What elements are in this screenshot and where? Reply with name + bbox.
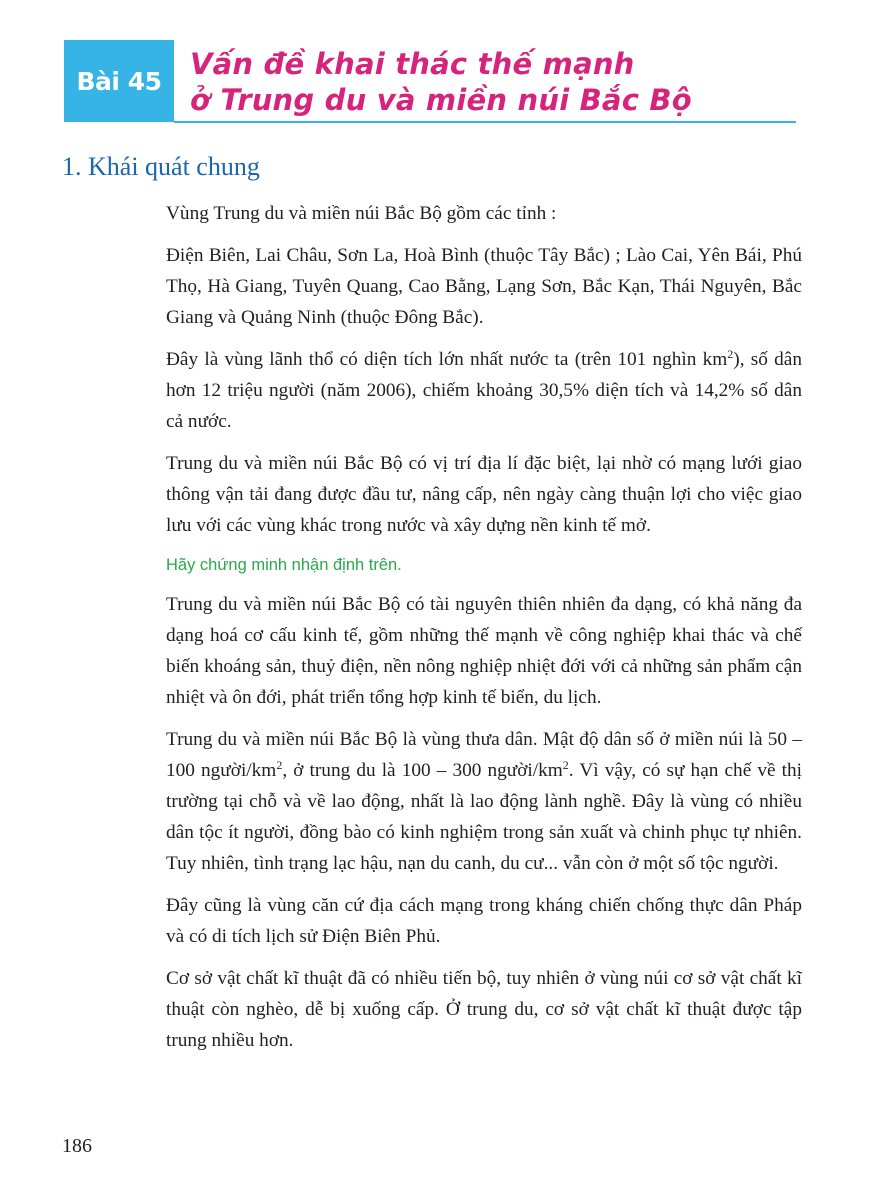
lesson-title-line-1: Vấn đề khai thác thế mạnh (190, 47, 635, 81)
text-run: Trung du và miền núi Bắc Bộ là vùng thưa dân. Mật độ dân số ở miền núi là 50 – 100 người/km (166, 729, 802, 781)
superscript: 2 (276, 758, 283, 772)
section-heading: 1. Khái quát chung (62, 152, 260, 181)
question-prompt: Hãy chứng minh nhận định trên. (166, 556, 402, 574)
lesson-badge: Bài 45 (64, 40, 174, 122)
paragraph (166, 724, 802, 879)
paragraph: Cơ sở vật chất kĩ thuật đã có nhiều tiến bộ, tuy nhiên ở vùng núi cơ sở vật chất kĩ thuật còn nghèo, dễ bị xuống cấp. Ở trung du, cơ sở vật chất kĩ thuật được tập trung nhiều hơn. (166, 968, 802, 1051)
page-number: 186 (62, 1135, 92, 1157)
body-content (166, 198, 802, 1067)
lesson-title (190, 46, 692, 118)
paragraph: Điện Biên, Lai Châu, Sơn La, Hoà Bình (thuộc Tây Bắc) ; Lào Cai, Yên Bái, Phú Thọ, Hà Giang, Tuyên Quang, Cao Bằng, Lạng Sơn, Bắc Kạn, Thái Nguyên, Bắc Giang và Quảng Ninh (thuộc Đông Bắc). (166, 245, 802, 328)
superscript: 2 (562, 758, 569, 772)
text-run: , ở trung du là 100 – 300 người/km (282, 760, 563, 781)
text-run: ), số dân hơn 12 triệu người (năm 2006), chiếm khoảng 30,5% diện tích và 14,2% số dân cả nước. (166, 349, 802, 432)
paragraph (166, 344, 802, 437)
text-run: Đây là vùng lãnh thổ có diện tích lớn nhất nước ta (trên 101 nghìn km (166, 349, 728, 370)
superscript: 2 (727, 347, 734, 361)
paragraph: Trung du và miền núi Bắc Bộ có tài nguyên thiên nhiên đa dạng, có khả năng đa dạng hoá cơ cấu kinh tế, gồm những thế mạnh về công nghiệp khai thác và chế biến khoáng sản, thuỷ điện, nền nông nghiệp nhiệt đới với cả những sản phẩm cận nhiệt và ôn đới, phát triển tổng hợp kinh tế biển, du lịch. (166, 594, 802, 708)
paragraph: Trung du và miền núi Bắc Bộ có vị trí địa lí đặc biệt, lại nhờ có mạng lưới giao thông vận tải đang được đầu tư, nâng cấp, nên ngày càng thuận lợi cho việc giao lưu với các vùng khác trong nước và xây dựng nền kinh tế mở. (166, 453, 802, 536)
lesson-title-line-2: ở Trung du và miền núi Bắc Bộ (190, 83, 692, 117)
paragraph: Đây cũng là vùng căn cứ địa cách mạng trong kháng chiến chống thực dân Pháp và có di tích lịch sử Điện Biên Phủ. (166, 895, 802, 947)
paragraph: Vùng Trung du và miền núi Bắc Bộ gồm các tỉnh : (166, 203, 557, 224)
title-underline (174, 121, 796, 123)
text-run: . Vì vậy, có sự hạn chế về thị trường tại chỗ và về lao động, nhất là lao động lành nghề. Đây là vùng có nhiều dân tộc ít người, đồng bào có kinh nghiệm trong sản xuất và chinh phục tự nhiên. Tuy nhiên, tình trạng lạc hậu, nạn du canh, du cư... vẫn còn ở một số tộc người. (166, 760, 802, 874)
